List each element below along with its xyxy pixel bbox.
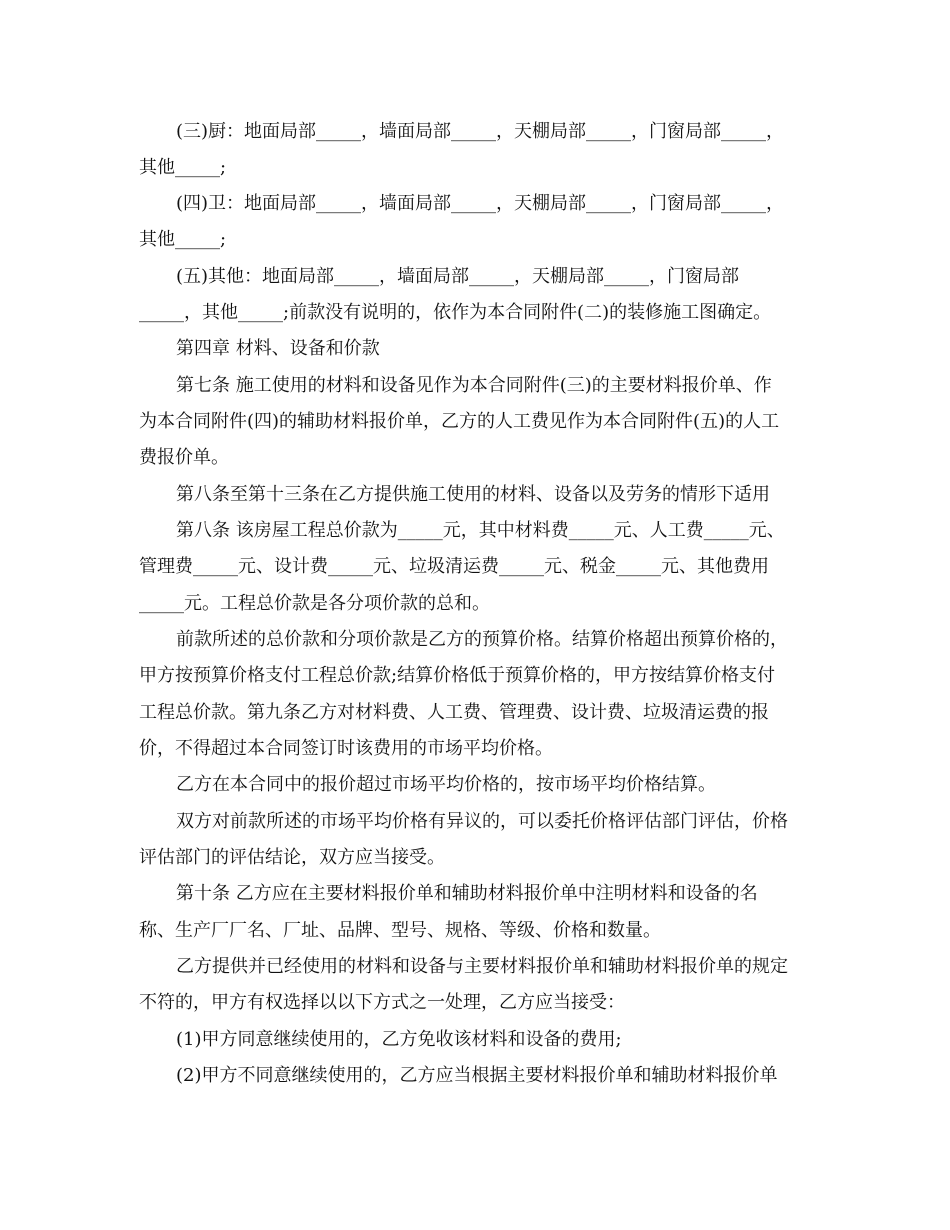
text-line: 第八条 该房屋工程总价款为_____元，其中材料费_____元、人工费_____元、: [176, 520, 785, 541]
text-line: (五)其他：地面局部_____，墙面局部_____，天棚局部_____，门窗局部: [176, 266, 740, 287]
text-line: 工程总价款。第九条乙方对材料费、人工费、管理费、设计费、垃圾清运费的报: [139, 702, 769, 723]
text-line: 甲方按预算价格支付工程总价款;结算价格低于预算价格的，甲方按结算价格支付: [139, 665, 776, 686]
text-line: 不符的，甲方有权选择以以下方式之一处理，乙方应当接受：: [139, 992, 625, 1013]
text-line: (三)厨：地面局部_____，墙面局部_____，天棚局部_____，门窗局部_____，: [176, 121, 785, 142]
text-line: 费报价单。: [139, 447, 229, 468]
text-line: (1)甲方同意继续使用的，乙方免收该材料和设备的费用;: [176, 1029, 622, 1050]
text-line: 为本合同附件(四)的辅助材料报价单，乙方的人工费见作为本合同附件(五)的人工: [139, 411, 780, 432]
text-line: (2)甲方不同意继续使用的，乙方应当根据主要材料报价单和辅助材料报价单: [176, 1065, 778, 1086]
text-line: 第十条 乙方应在主要材料报价单和辅助材料报价单中注明材料和设备的名: [176, 883, 758, 904]
text-line: 第七条 施工使用的材料和设备见作为本合同附件(三)的主要材料报价单、作: [176, 375, 772, 396]
text-line: 前款所述的总价款和分项价款是乙方的预算价格。结算价格超出预算价格的，: [176, 629, 788, 650]
text-line: 乙方在本合同中的报价超过市场平均价格的，按市场平均价格结算。: [176, 774, 716, 795]
text-line: 乙方提供并已经使用的材料和设备与主要材料报价单和辅助材料报价单的规定: [176, 956, 788, 977]
text-line: _____，其他_____;前款没有说明的，依作为本合同附件(二)的装修施工图确定。: [139, 302, 772, 323]
text-line: 其他_____;: [139, 229, 227, 250]
text-line: 双方对前款所述的市场平均价格有异议的，可以委托价格评估部门评估，价格: [176, 811, 788, 832]
text-line: _____元。工程总价款是各分项价款的总和。: [139, 593, 490, 614]
chapter-heading: 第四章 材料、设备和价款: [176, 338, 380, 359]
text-line: 管理费_____元、设计费_____元、垃圾清运费_____元、税金_____元、其他费用: [139, 556, 769, 577]
text-line: 第八条至第十三条在乙方提供施工使用的材料、设备以及劳务的情形下适用: [176, 484, 770, 505]
text-line: (四)卫：地面局部_____，墙面局部_____，天棚局部_____，门窗局部_____，: [176, 193, 785, 214]
text-line: 其他_____;: [139, 157, 227, 178]
text-line: 价，不得超过本合同签订时该费用的市场平均价格。: [139, 738, 553, 759]
text-line: 评估部门的评估结论，双方应当接受。: [139, 847, 445, 868]
text-line: 称、生产厂厂名、厂址、品牌、型号、规格、等级、价格和数量。: [139, 920, 661, 941]
